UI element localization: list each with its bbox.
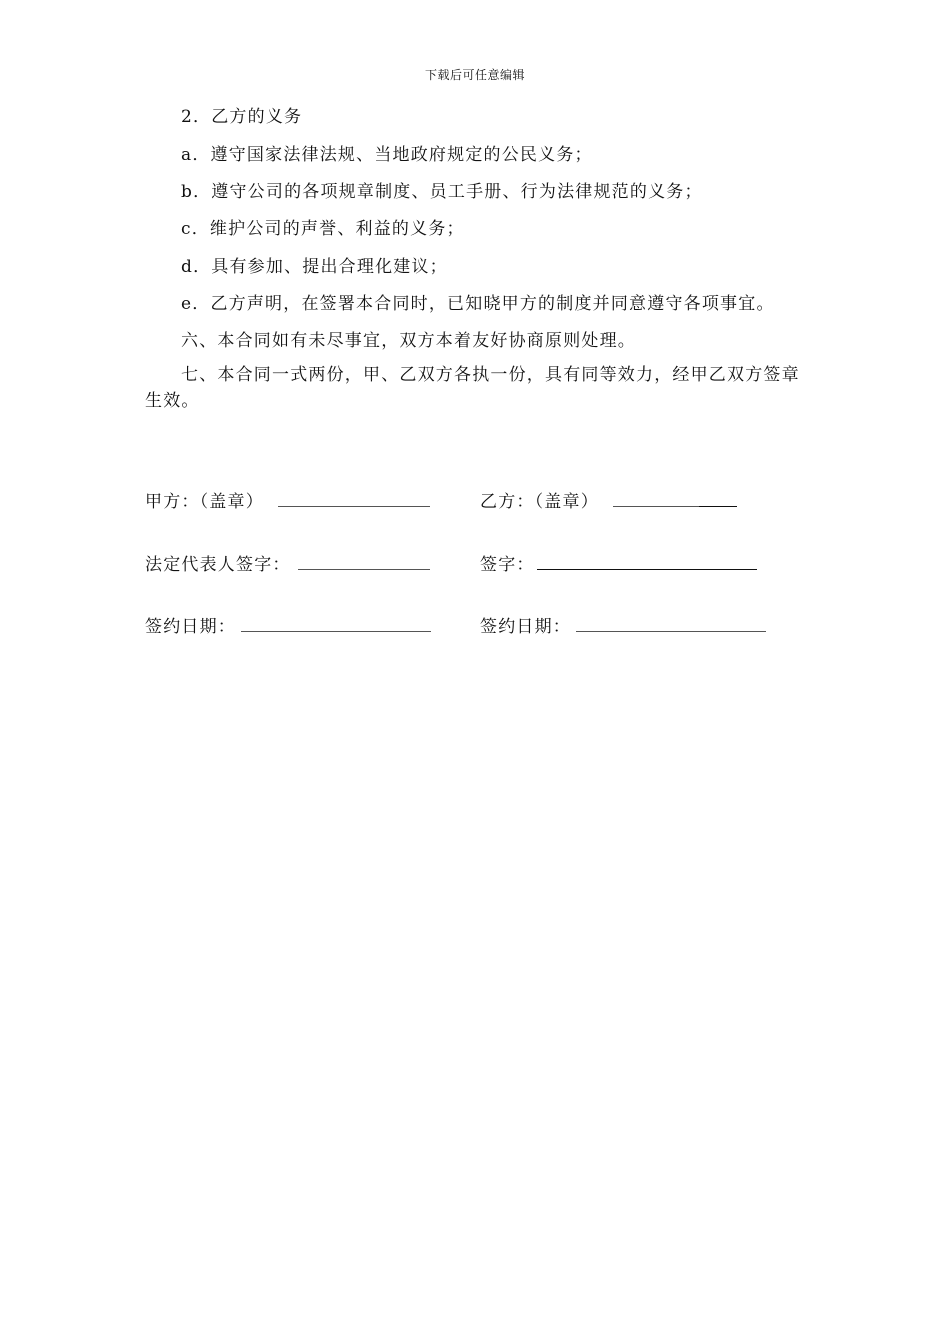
legal-rep-sign-line[interactable] bbox=[298, 569, 430, 570]
party-b-sign-label: 签字： bbox=[480, 555, 535, 575]
clause-b: b．遵守公司的各项规章制度、员工手册、行为法律规范的义务； bbox=[181, 182, 703, 202]
clause-c: c．维护公司的声誉、利益的义务； bbox=[181, 219, 465, 239]
party-b-date-label: 签约日期： bbox=[480, 617, 571, 637]
clause-e: e．乙方声明，在签署本合同时，已知晓甲方的制度并同意遵守各项事宜。 bbox=[181, 294, 775, 314]
page-header-note: 下载后可任意编辑 bbox=[424, 68, 525, 82]
clause-a: a．遵守国家法律法规、当地政府规定的公民义务； bbox=[181, 145, 593, 165]
party-a-seal-label: 甲方：（盖章） bbox=[145, 492, 264, 512]
party-b-date-line[interactable] bbox=[576, 631, 766, 632]
party-b-sign-line[interactable] bbox=[537, 569, 757, 570]
party-a-date-label: 签约日期： bbox=[145, 617, 236, 637]
party-a-seal-line[interactable] bbox=[278, 506, 430, 507]
party-a-date-line[interactable] bbox=[241, 631, 431, 632]
legal-rep-sign-label: 法定代表人签字： bbox=[145, 555, 291, 575]
party-b-seal-line[interactable] bbox=[613, 506, 699, 507]
party-b-seal-line-ext bbox=[699, 506, 737, 507]
clause-7: 七、本合同一式两份，甲、乙双方各执一份，具有同等效力，经甲乙双方签章生效。 bbox=[145, 365, 800, 411]
party-b-seal-label: 乙方：（盖章） bbox=[480, 492, 599, 512]
clause-d: d．具有参加、提出合理化建议； bbox=[181, 257, 448, 277]
clause-6: 六、本合同如有未尽事宜，双方本着友好协商原则处理。 bbox=[181, 331, 636, 351]
clause-2-title: 2．乙方的义务 bbox=[181, 107, 303, 127]
